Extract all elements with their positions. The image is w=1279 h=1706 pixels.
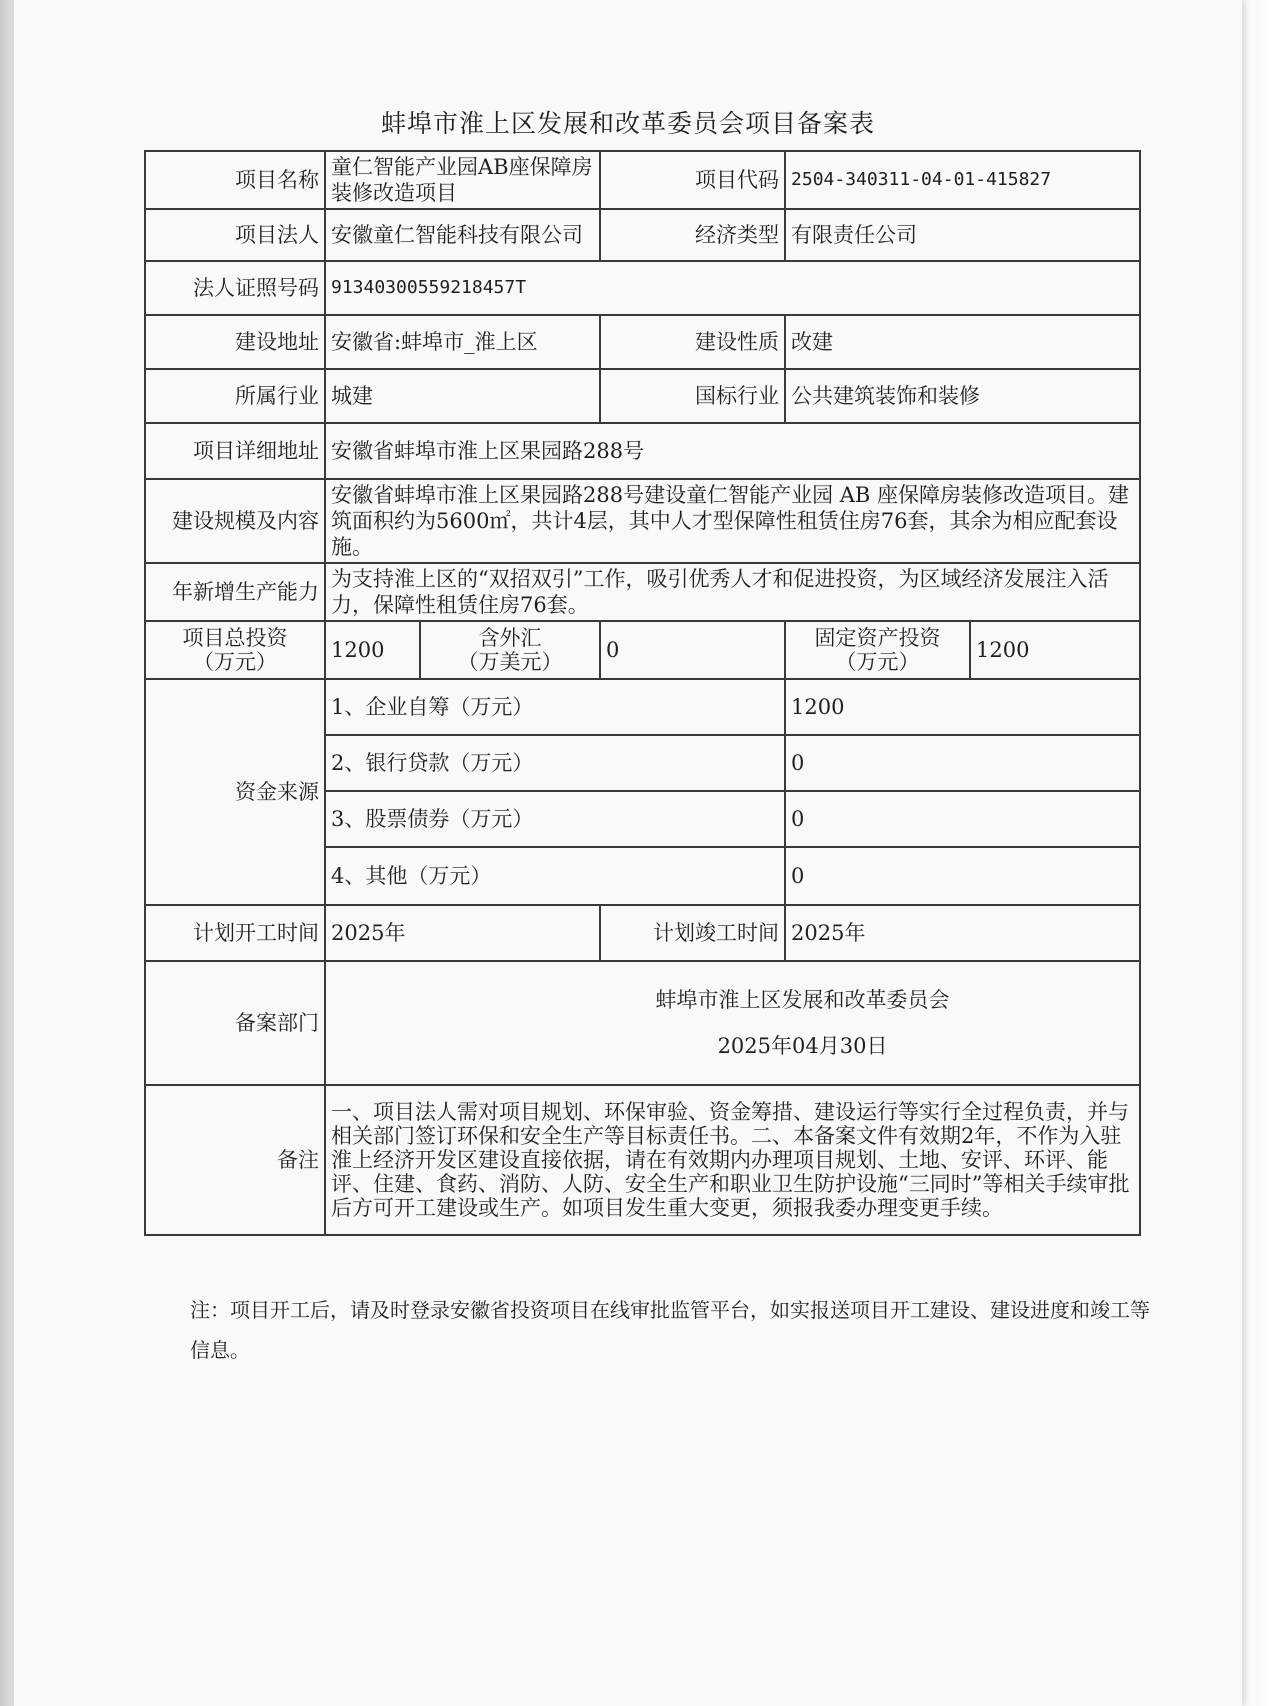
value-fixed-invest: 1200	[970, 621, 1140, 679]
label-national-industry: 国标行业	[600, 369, 785, 423]
label-plan-end: 计划竣工时间	[600, 905, 785, 961]
value-foreign: 0	[600, 621, 785, 679]
label-scale-content: 建设规模及内容	[145, 479, 325, 563]
label-legal-person: 项目法人	[145, 209, 325, 261]
label-location: 建设地址	[145, 315, 325, 369]
value-national-industry: 公共建筑装饰和装修	[785, 369, 1140, 423]
row-industry	[145, 369, 1140, 423]
label-project-code: 项目代码	[600, 151, 785, 209]
fund-item-value: 0	[785, 735, 1140, 791]
label-new-capacity: 年新增生产能力	[145, 563, 325, 621]
label-fixed-invest-line1: 固定资产投资	[814, 626, 941, 650]
row-schedule	[145, 905, 1140, 961]
filing-form-table	[144, 150, 1141, 1236]
label-filing-dept: 备案部门	[145, 961, 325, 1085]
label-total-invest-line1: 项目总投资	[182, 626, 288, 650]
label-total-invest	[145, 621, 325, 679]
value-remarks: 一、项目法人需对项目规划、环保审验、资金筹措、建设运行等实行全过程负责，并与相关部门签订环保和安全生产等目标责任书。二、本备案文件有效期2年，不作为入驻淮上经济开发区建设直接依据，请在有效期内办理项目规划、土地、安评、环评、能评、住建、食药、消防、人防、安全生产和职业卫生防护设施“三同时”等相关手续审批后方可开工建设或生产。如项目发生重大变更，须报我委办理变更手续。	[325, 1085, 1140, 1235]
label-foreign	[420, 621, 600, 679]
row-location	[145, 315, 1140, 369]
label-industry: 所属行业	[145, 369, 325, 423]
label-foreign-line1: 含外汇	[478, 626, 542, 650]
fund-item-label: 4、其他（万元）	[325, 847, 785, 905]
fund-item-value: 0	[785, 847, 1140, 905]
row-project-name	[145, 151, 1140, 209]
row-new-capacity	[145, 563, 1140, 621]
filing-dept-cell	[325, 961, 1140, 1085]
value-plan-end: 2025年	[785, 905, 1140, 961]
value-plan-start: 2025年	[325, 905, 600, 961]
label-detail-address: 项目详细地址	[145, 423, 325, 479]
row-investment	[145, 621, 1140, 679]
label-fixed-invest-line2: （万元）	[835, 650, 920, 674]
row-scale-content	[145, 479, 1140, 563]
fund-item-value: 0	[785, 791, 1140, 847]
value-econ-type: 有限责任公司	[785, 209, 1140, 261]
fund-row	[145, 679, 1140, 735]
value-new-capacity: 为支持淮上区的“双招双引”工作，吸引优秀人才和促进投资，为区域经济发展注入活力，保障性租赁住房76套。	[325, 563, 1140, 621]
label-license-no: 法人证照号码	[145, 261, 325, 315]
value-license-no: 91340300559218457T	[325, 261, 1140, 315]
row-detail-address	[145, 423, 1140, 479]
label-construction-nature: 建设性质	[600, 315, 785, 369]
label-remarks: 备注	[145, 1085, 325, 1235]
fund-item-label: 2、银行贷款（万元）	[325, 735, 785, 791]
label-fixed-invest	[785, 621, 970, 679]
filing-dept-name: 蚌埠市淮上区发展和改革委员会	[655, 988, 950, 1012]
label-project-name: 项目名称	[145, 151, 325, 209]
value-detail-address: 安徽省蚌埠市淮上区果园路288号	[325, 423, 1140, 479]
value-industry: 城建	[325, 369, 600, 423]
document-sheet	[14, 0, 1242, 1706]
row-legal-person	[145, 209, 1140, 261]
value-project-code: 2504-340311-04-01-415827	[785, 151, 1140, 209]
label-econ-type: 经济类型	[600, 209, 785, 261]
row-remarks	[145, 1085, 1140, 1235]
value-project-name: 童仁智能产业园AB座保障房装修改造项目	[325, 151, 600, 209]
label-total-invest-line2: （万元）	[193, 650, 277, 674]
value-construction-nature: 改建	[785, 315, 1140, 369]
label-fund-source: 资金来源	[145, 679, 325, 905]
label-plan-start: 计划开工时间	[145, 905, 325, 961]
value-scale-content: 安徽省蚌埠市淮上区果园路288号建设童仁智能产业园 AB 座保障房装修改造项目。建筑面积约为5600㎡，共计4层，其中人才型保障性租赁住房76套，其余为相应配套设施。	[325, 479, 1140, 563]
fund-item-label: 1、企业自筹（万元）	[325, 679, 785, 735]
document-title: 蚌埠市淮上区发展和改革委员会项目备案表	[380, 109, 875, 138]
fund-item-value: 1200	[785, 679, 1140, 735]
value-total-invest: 1200	[325, 621, 420, 679]
footnote: 注：项目开工后，请及时登录安徽省投资项目在线审批监管平台，如实报送项目开工建设、建设进度和竣工等信息。	[190, 1298, 1150, 1362]
row-filing-dept	[145, 961, 1140, 1085]
label-foreign-line2: （万美元）	[457, 650, 563, 674]
row-license	[145, 261, 1140, 315]
value-legal-person: 安徽童仁智能科技有限公司	[325, 209, 600, 261]
filing-date: 2025年04月30日	[717, 1034, 888, 1058]
fund-item-label: 3、股票债券（万元）	[325, 791, 785, 847]
value-location: 安徽省:蚌埠市_淮上区	[325, 315, 600, 369]
